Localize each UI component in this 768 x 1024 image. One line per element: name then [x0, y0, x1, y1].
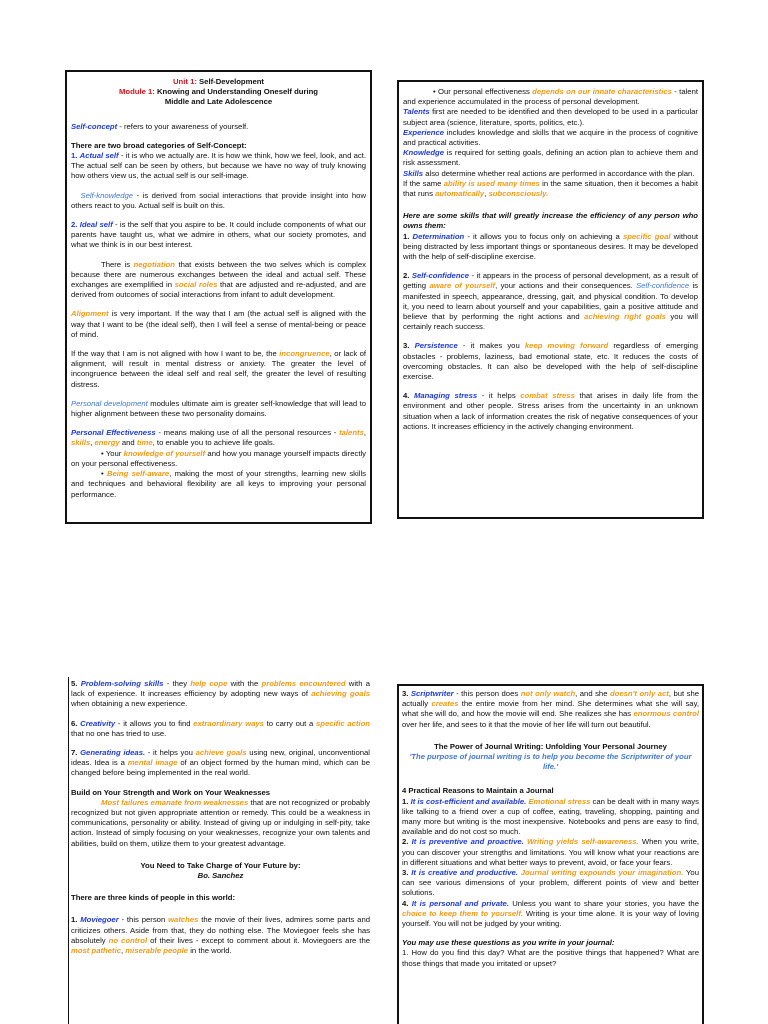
journal-question-1: 1. How do you find this day? What are the positive things that happened? What are those things that made you irritated or upset?	[402, 948, 699, 968]
unit-title: Unit 1: Self-Development	[173, 77, 264, 86]
bullet-being-self-aware: • Being self-aware, making the most of your strengths, learning new skills and techniques and behavioral flexibility are all keys to improving your personal performance.	[71, 469, 366, 499]
reasons-heading: 4 Practical Reasons to Maintain a Journal	[402, 786, 554, 796]
negotiation-paragraph: There is negotiation that exists between the two selves which is complex because there are numerous exchanges between the ideal and actual self. These exchanges are exemplified in social roles that are adjusted and re-adjusted, and are derived from outcomes of social interactions from infant to adult development.	[71, 259, 367, 300]
skills-definition: Skills also determine whether real actions are performed in accordance with the plan.	[403, 168, 695, 178]
skills-continued-panel	[68, 677, 372, 1024]
experience-definition: Experience includes knowledge and skills that we acquire in the process of cognitive and practical activities.	[403, 127, 698, 148]
personal-effectiveness-paragraph: Personal Effectiveness - means making use of all the personal resources - talents, skills, energy and time, to enable you to achieve life goals.	[71, 428, 366, 448]
incongruence-paragraph: If the way that I am is not aligned with how I want to be, the incongruence, or lack of alignment, will result in mental distress or anxiety. The greater the level of incongruence between the ideal self and real self, the greater the level of resulting distress.	[71, 349, 367, 389]
reason-personal: 4. It is personal and private. Unless you want to share your stories, you have the choice to keep them to yourself. Writing is your time alone. It is your way of loving yourself. You will not be judged by your writing.	[402, 898, 699, 929]
innate-characteristics-paragraph: • Our personal effectiveness depends on our innate characteristics - talent and experience accumulated in the process of personal development.	[403, 87, 698, 107]
three-kinds-heading: There are three kinds of people in this world:	[71, 893, 236, 903]
module-title: Module 1: Knowing and Understanding Oneself during	[118, 87, 319, 97]
knowledge-definition: Knowledge is required for setting goals, defining an action plan to achieve them and risk assessment.	[403, 148, 698, 168]
skill-creativity: 6. Creativity - it allows you to find extraordinary ways to carry out a specific action that no one has tried to use.	[71, 718, 370, 738]
journal-quote: 'The purpose of journal writing is to help you become the Scriptwriter of your life.'	[409, 752, 692, 772]
self-concept-definition: Self-concept - refers to your awareness of yourself.	[71, 121, 249, 131]
reason-preventive: 2. It is preventive and proactive. Writing yields self-awareness. When you write, you can discover your strengths and limitations. You will know what your reactions are in different situations and what better ways to prevent, avoid, or face your fears.	[402, 837, 699, 867]
reason-creative: 3. It is creative and productive. Journal writing expounds your imagination. You can see various dimensions of your problem, different points of view and better solutions.	[402, 868, 699, 898]
strength-weakness-paragraph: Most failures emanate from weaknesses that are not recognized or probably recognized but not given appropriate attention or remedy. This could be a weakness in communications, personality or ability. Instead of giving up or indulging in self-pity, take action. Instead of simply focusing on your weaknesses, recognize your own talents and abilities, build on them, utilize them to your greatest advantage.	[71, 797, 371, 848]
moviegoer-paragraph: 1. Moviegoer - this person watches the movie of their lives, admires some parts and criticizes others. Aside from that, they do nothing else. The Moviegoer feels she has absolutely no control of their lives - except to comment about it. Moviegoers are the most pathetic, miserable people in the world.	[71, 915, 370, 956]
skill-self-confidence: 2. Self-confidence - it appears in the process of personal development, as a result of getting aware of yourself, your actions and their consequences. Self-confidence is manifested in speech, appearance, dressing, gait, and physical condition. To develop it, you need to learn about yourself and your capabilities, gain a positive attitude and believe that by performing the right actions and achieving right goals you will certainly reach success.	[403, 271, 699, 332]
reason-cost-efficient: 1. It is cost-efficient and available. Emotional stress can be dealt with in many ways like talking to a friend over a cup of coffee, eating, traveling, shopping, painting and many more but writing is the most inexpensive. Notebooks and pens are easy to find, available and do not cost so much.	[402, 796, 699, 837]
take-charge-author: Bo. Sanchez	[197, 871, 244, 881]
module-subtitle: Middle and Late Adolescence	[164, 97, 273, 107]
talents-definition: Talents first are needed to be identified and then developed to be used in a particular subject area (science, literature, sports, politics, etc.).	[403, 107, 698, 127]
bullet-knowledge-of-yourself: • Your knowledge of yourself and how you manage yourself impacts directly on your personal effectiveness.	[71, 448, 367, 468]
skill-generating-ideas: 7. Generating ideas. - it helps you achieve goals using new, original, unconventional ideas. Idea is a mental image of an object formed by the human mind, which can be changed before being implemented in the real world.	[71, 748, 371, 778]
skill-persistence: 3. Persistence - it makes you keep moving forward regardless of emerging obstacles - problems, laziness, bad emotional state, etc. It reduces the costs of overcoming obstacles. It can also be developed with the help of self-discipline exercise.	[403, 341, 698, 382]
alignment-paragraph: Alignment is very important. If the way that I am (the actual self is aligned with the way that I want to be (the ideal self), then I will feel a sense of mental-being or peace of mind.	[71, 309, 366, 339]
journal-title: The Power of Journal Writing: Unfolding Your Personal Journey	[434, 741, 667, 751]
scriptwriter-paragraph: 3. Scriptwriter - this person does not only watch, and she doesn't only act, but she actually creates the entire movie from her mind. She determines what she will say, what she will do, and how the movie will end. She realizes she has enormous control over her life, and sees to it that the movie of her life will turn out beautiful.	[402, 689, 700, 729]
actual-self-definition: 1. Actual self - it is who we actually are. It is how we think, how we feel, look, and act. The actual self can be seen by others, but because we have no way of truly knowing how others view us, the actual self is our self-image.	[71, 151, 366, 181]
ideal-self-definition: 2. Ideal self - is the self that you aspire to be. It could include components of what our parents have taught us, what we admire in others, what our society promotes, and what we think is in our best interest.	[71, 220, 366, 250]
personal-effectiveness-panel	[397, 80, 704, 519]
personal-development-paragraph: Personal development modules ultimate aim is greater self-knowledge that will lead to higher alignment between these two personality domains.	[71, 398, 367, 419]
take-charge-title: You Need to Take Charge of Your Future by:	[140, 860, 301, 870]
skill-problem-solving: 5. Problem-solving skills - they help cope with the problems encountered with a lack of experience. It increases efficiency by adopting new ways of achieving goals when obtaining a new experience.	[71, 679, 371, 709]
strength-weakness-heading: Build on Your Strength and Work on Your Weaknesses	[71, 787, 271, 797]
skill-managing-stress: 4. Managing stress - it helps combat stress that arises in daily life from the environment and other people. Stress arises from the uncertainty in an unknown situation when a lack of information creates the risk of negative consequences of your actions. It increases efficiency in the actively changing environment.	[403, 391, 698, 431]
skills-heading: Here are some skills that will greatly increase the efficiency of any person who owns them:	[403, 211, 698, 231]
self-knowledge-definition: Self-knowledge - is derived from social interactions that provide insight into how others react to you. Actual self is built on this.	[71, 190, 366, 210]
journal-writing-panel	[397, 684, 704, 1024]
unit1-intro-panel	[65, 70, 372, 524]
habit-paragraph: If the same ability is used many times in the same situation, then it becomes a habit that runs automatically, subconsciously.	[403, 178, 698, 199]
skill-determination: 1. Determination - it allows you to focus only on achieving a specific goal without being distracted by less important things or spontaneous desires. It may be developed with the help of self-discipline exercise.	[403, 231, 698, 262]
categories-heading: There are two broad categories of Self-Concept:	[71, 140, 247, 150]
journal-questions-heading: You may use these questions as you write in your journal:	[402, 938, 615, 948]
